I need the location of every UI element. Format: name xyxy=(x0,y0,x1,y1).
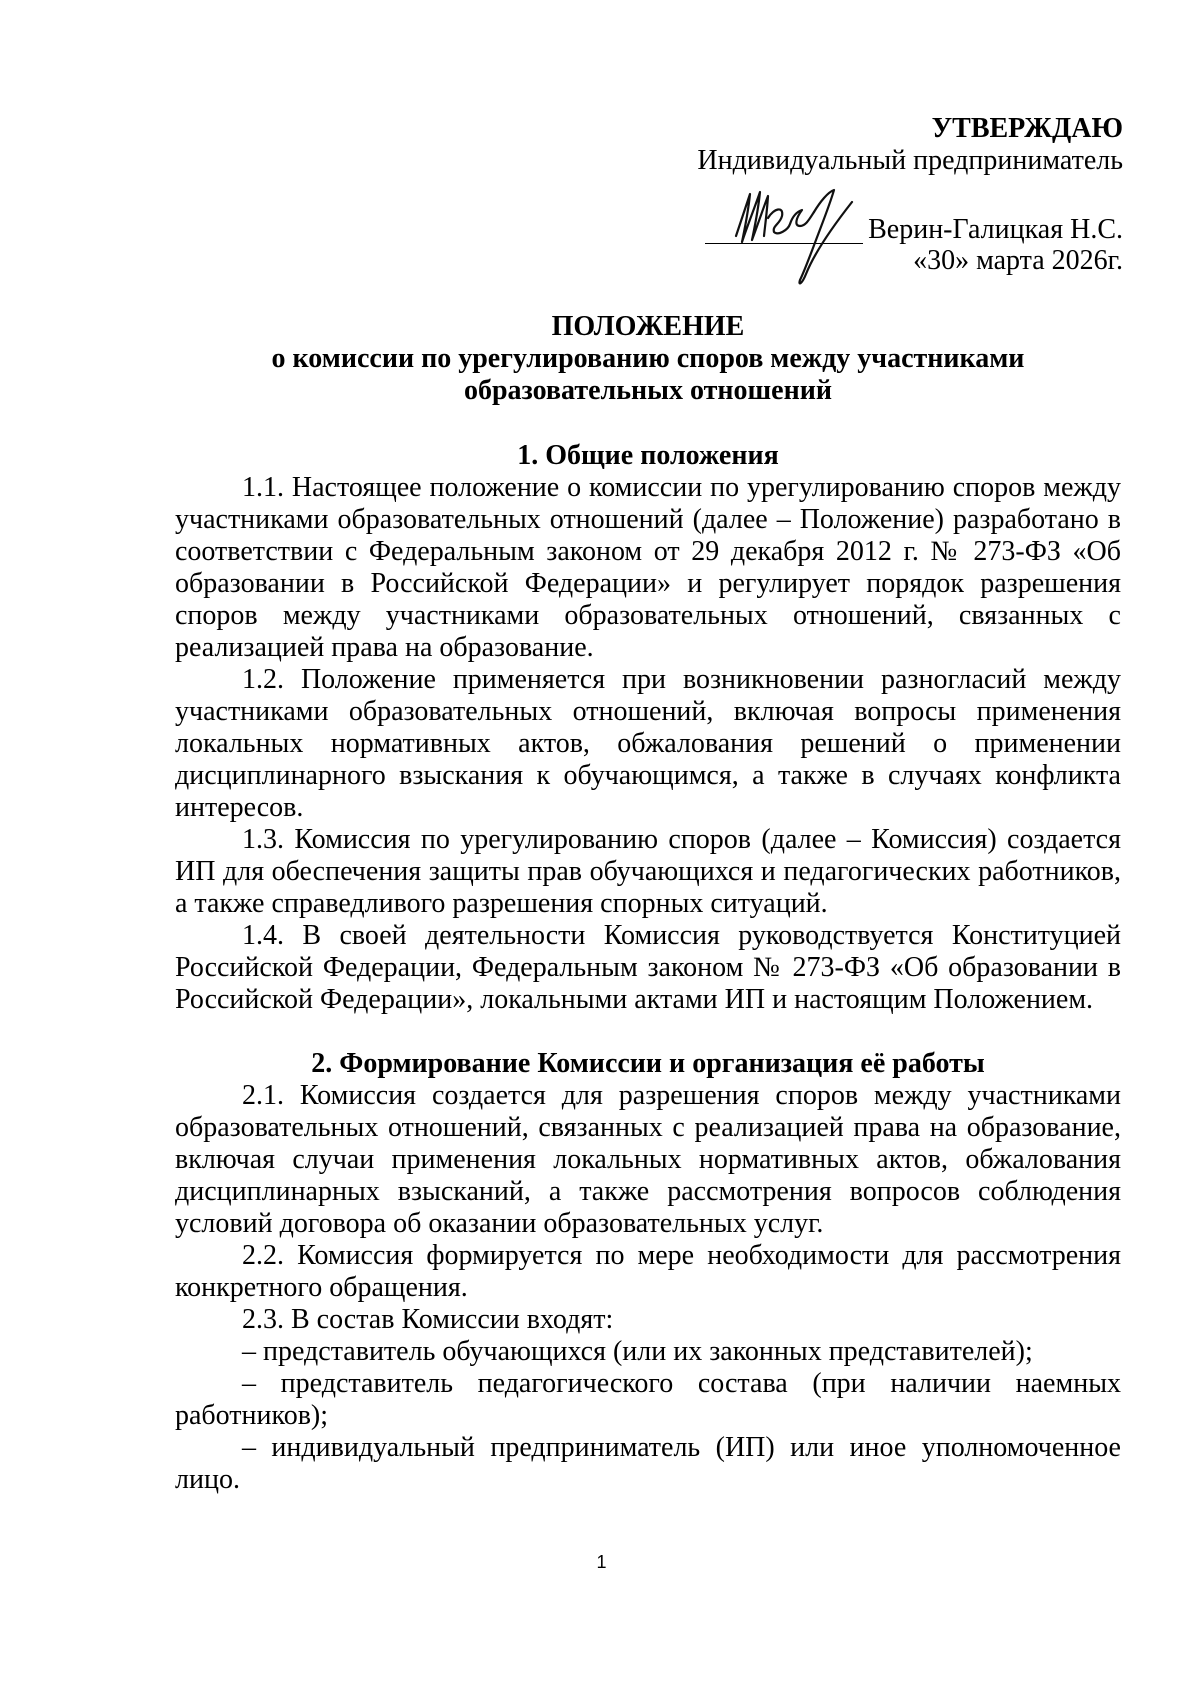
approval-stamp: УТВЕРЖДАЮ xyxy=(931,113,1123,144)
paragraph-1-1: 1.1. Настоящее положение о комиссии по урегулированию споров между участниками образовательных отношений (далее – Положение) разработано в соответствии с Федеральным законом от 29 декабря 2012 г. № 273-ФЗ «Об образовании в Российской Федерации» и регулирует порядок разрешения споров между участниками образовательных отношений, связанных с реализацией права на образование. xyxy=(175,472,1121,663)
approval-date: «30» марта 2026г. xyxy=(913,245,1123,276)
section-gap xyxy=(175,1016,1121,1048)
paragraph-2-2: 2.2. Комиссия формируется по мере необходимости для рассмотрения конкретного обращения. xyxy=(175,1240,1121,1303)
paragraph-2-3: 2.3. В состав Комиссии входят: xyxy=(242,1304,614,1335)
list-item-students-rep: – представитель обучающихся (или их законных представителей); xyxy=(242,1336,1033,1367)
signer-name: Верин-Галицкая Н.С. xyxy=(868,214,1123,245)
title-line-2: о комиссии по урегулированию споров между участниками xyxy=(271,343,1025,374)
title-line-3: образовательных отношений xyxy=(463,375,833,406)
title-line-1: ПОЛОЖЕНИЕ xyxy=(551,311,745,342)
document-title xyxy=(175,311,1121,407)
section-1-heading: 1. Общие положения xyxy=(517,440,779,471)
paragraph-1-2: 1.2. Положение применяется при возникновении разногласий между участниками образовательных отношений, включая вопросы применения локальных нормативных актов, обжалования решений о применении дисциплинарного взыскания к обучающимся, а также в случаях конфликта интересов. xyxy=(175,664,1121,823)
paragraph-1-4: 1.4. В своей деятельности Комиссия руководствуется Конституцией Российской Федерации, Федеральным законом № 273-ФЗ «Об образовании в Российской Федерации», локальными актами ИП и настоящим Положением. xyxy=(175,920,1121,1015)
paragraph-1-3: 1.3. Комиссия по урегулированию споров (далее – Комиссия) создается ИП для обеспечения защиты прав обучающихся и педагогических работников, а также справедливого разрешения спорных ситуаций. xyxy=(175,824,1121,919)
approver-position: Индивидуальный предприниматель xyxy=(697,145,1123,176)
page-number: 1 xyxy=(596,1552,607,1572)
list-item-entrepreneur: – индивидуальный предприниматель (ИП) или иное уполномоченное лицо. xyxy=(175,1432,1121,1495)
approval-block xyxy=(697,113,1123,177)
handwritten-signature xyxy=(730,184,860,290)
section-2-heading: 2. Формирование Комиссии и организация её работы xyxy=(311,1048,985,1079)
document-body xyxy=(175,440,1121,1496)
paragraph-2-1: 2.1. Комиссия создается для разрешения споров между участниками образовательных отношений, связанных с реализацией права на образование, включая случаи применения локальных нормативных актов, обжалования дисциплинарных взысканий, а также рассмотрения вопросов соблюдения условий договора об оказании образовательных услуг. xyxy=(175,1080,1121,1239)
list-item-teachers-rep: – представитель педагогического состава (при наличии наемных работников); xyxy=(175,1368,1121,1431)
